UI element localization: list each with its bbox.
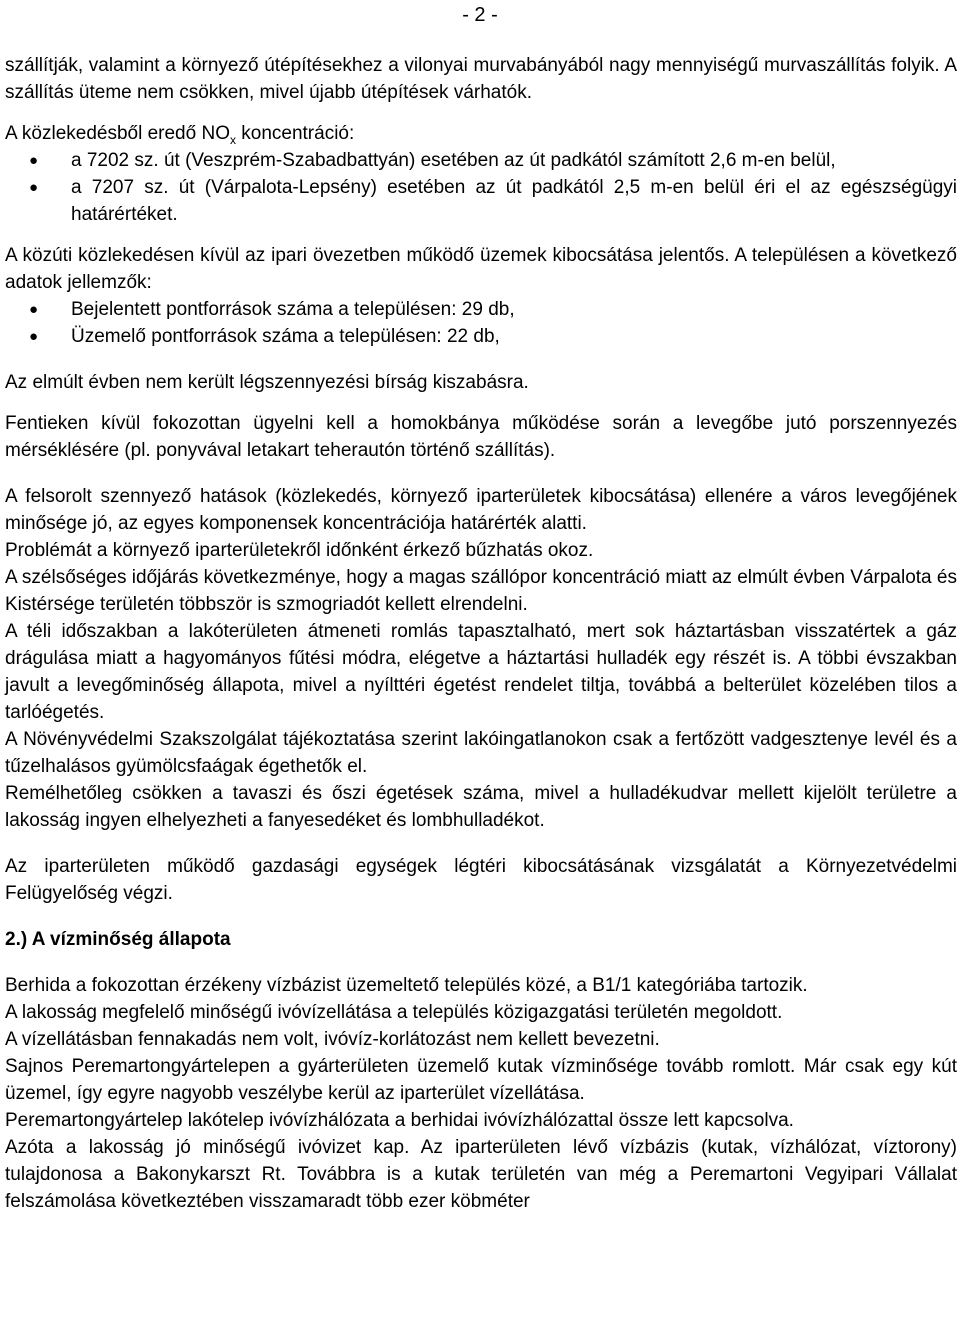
paragraph-winter: A téli időszakban a lakóterületen átmeneti romlás tapasztalható, mert sok háztartásban visszatértek a gáz drágulása miatt a hagyományos fűtési módra, elégetve a háztartási hulladék egy részét is. A többi évszakban javult a levegőminőség állapota, mivel a nyílttéri égetést rendelet tiltja, továbbá a belterület közelében tilos a tarlóégetés. xyxy=(5,621,957,723)
paragraph-water-no-restriction: A vízellátásban fennakadás nem volt, ivóvíz-korlátozást nem kellett bevezetni. xyxy=(5,1029,660,1050)
list-item xyxy=(5,296,957,323)
paragraph-plant-protection: A Növényvédelmi Szakszolgálat tájékoztatása szerint lakóingatlanokon csak a fertőzött vadgesztenye levél és a tűzelhalásos gyümölcsfaágak égethetők el. xyxy=(5,729,957,777)
paragraph-odour: Problémát a környező iparterületekről időnként érkező bűzhatás okoz. xyxy=(5,540,594,561)
paragraph-inspection: Az iparterületen működő gazdasági egységek légtéri kibocsátásának vizsgálatát a Környezetvédelmi Felügyelőség végzi. xyxy=(5,856,957,904)
bullet-icon: ● xyxy=(29,179,39,196)
page-number: - 2 - xyxy=(462,4,498,26)
paragraph-sandpit: Fentieken kívül fokozottan ügyelni kell a homokbánya működése során a levegőbe jutó porszennyezés mérséklésére (pl. ponyvával letakart teherautón történő szállítás). xyxy=(5,413,957,461)
industrial-list xyxy=(5,296,957,350)
bullet-icon: ● xyxy=(29,328,39,345)
paragraph-transport: szállítják, valamint a környező útépítésekhez a vilonyai murvabányából nagy mennyiségű murvaszállítás folyik. A szállítás üteme nem csökken, mivel újabb útépítések várhatók. xyxy=(5,55,957,103)
nox-intro xyxy=(5,120,957,147)
list-item-text: Bejelentett pontforrások száma a településen: 29 db, xyxy=(71,299,515,320)
list-item-text: Üzemelő pontforrások száma a településen: 22 db, xyxy=(71,326,500,347)
bullet-icon: ● xyxy=(29,301,39,318)
list-item xyxy=(5,174,957,228)
paragraph-smog: A szélsőséges időjárás következménye, hogy a magas szállópor koncentráció miatt az elmúlt évben Várpalota és Kistérsége területén többször is szmogriadót kellett elrendelni. xyxy=(5,567,957,615)
paragraph-burning: Remélhetőleg csökken a tavaszi és őszi égetések száma, mivel a hulladékudvar mellett kijelölt területre a lakosság ingyen elhelyezheti a fanyesedéket és lombhulladékot. xyxy=(5,783,957,831)
paragraph-industrial: A közúti közlekedésen kívül az ipari övezetben működő üzemek kibocsátása jelentős. A településen a következő adatok jellemzők: xyxy=(5,245,957,293)
paragraph-water-wells: Sajnos Peremartongyártelepen a gyárterületen üzemelő kutak vízminősége tovább romlott. Már csak egy kút üzemel, így egyre nagyobb veszélybe kerül az iparterület vízellátása. xyxy=(5,1056,957,1104)
list-item xyxy=(5,147,957,174)
nox-intro-text: A közlekedésből eredő NO xyxy=(5,123,230,144)
list-item-text: a 7207 sz. út (Várpalota-Lepsény) esetében az út padkától 2,5 m-en belül éri el az egészségügyi határértéket. xyxy=(71,177,957,225)
document-body xyxy=(5,52,957,1215)
list-item-text: a 7202 sz. út (Veszprém-Szabadbattyán) esetében az út padkától számított 2,6 m-en belül, xyxy=(71,150,836,171)
paragraph-air-quality: A felsorolt szennyező hatások (közlekedés, környező iparterületek kibocsátása) ellenére a város levegőjének minősége jó, az egyes komponensek koncentrációja határérték alatti. xyxy=(5,486,957,534)
paragraph-water-network: Peremartongyártelep lakótelep ivóvízhálózata a berhidai ivóvízhálózattal össze lett kapcsolva. xyxy=(5,1110,794,1131)
section-heading-water: 2.) A vízminőség állapota xyxy=(5,929,231,950)
paragraph-fine: Az elmúlt évben nem került légszennyezési bírság kiszabásra. xyxy=(5,372,529,393)
paragraph-water-supply: A lakosság megfelelő minőségű ivóvízellátása a település közigazgatási területén megoldott. xyxy=(5,1002,783,1023)
nox-list xyxy=(5,147,957,228)
nox-intro-suffix: koncentráció: xyxy=(235,123,355,144)
list-item xyxy=(5,323,957,350)
paragraph-water-category: Berhida a fokozottan érzékeny vízbázist üzemeltető település közé, a B1/1 kategóriába tartozik. xyxy=(5,975,808,996)
bullet-icon: ● xyxy=(29,152,39,169)
nox-subscript: x xyxy=(229,132,236,147)
paragraph-water-owner: Azóta a lakosság jó minőségű ivóvizet kap. Az iparterületen lévő vízbázis (kutak, vízhálózat, víztorony) tulajdonosa a Bakonykarszt Rt. Továbbra is a kutak területén van még a Peremartoni Vegyipari Vállalat felszámolása következtében visszamaradt több ezer köbméter xyxy=(5,1137,957,1212)
